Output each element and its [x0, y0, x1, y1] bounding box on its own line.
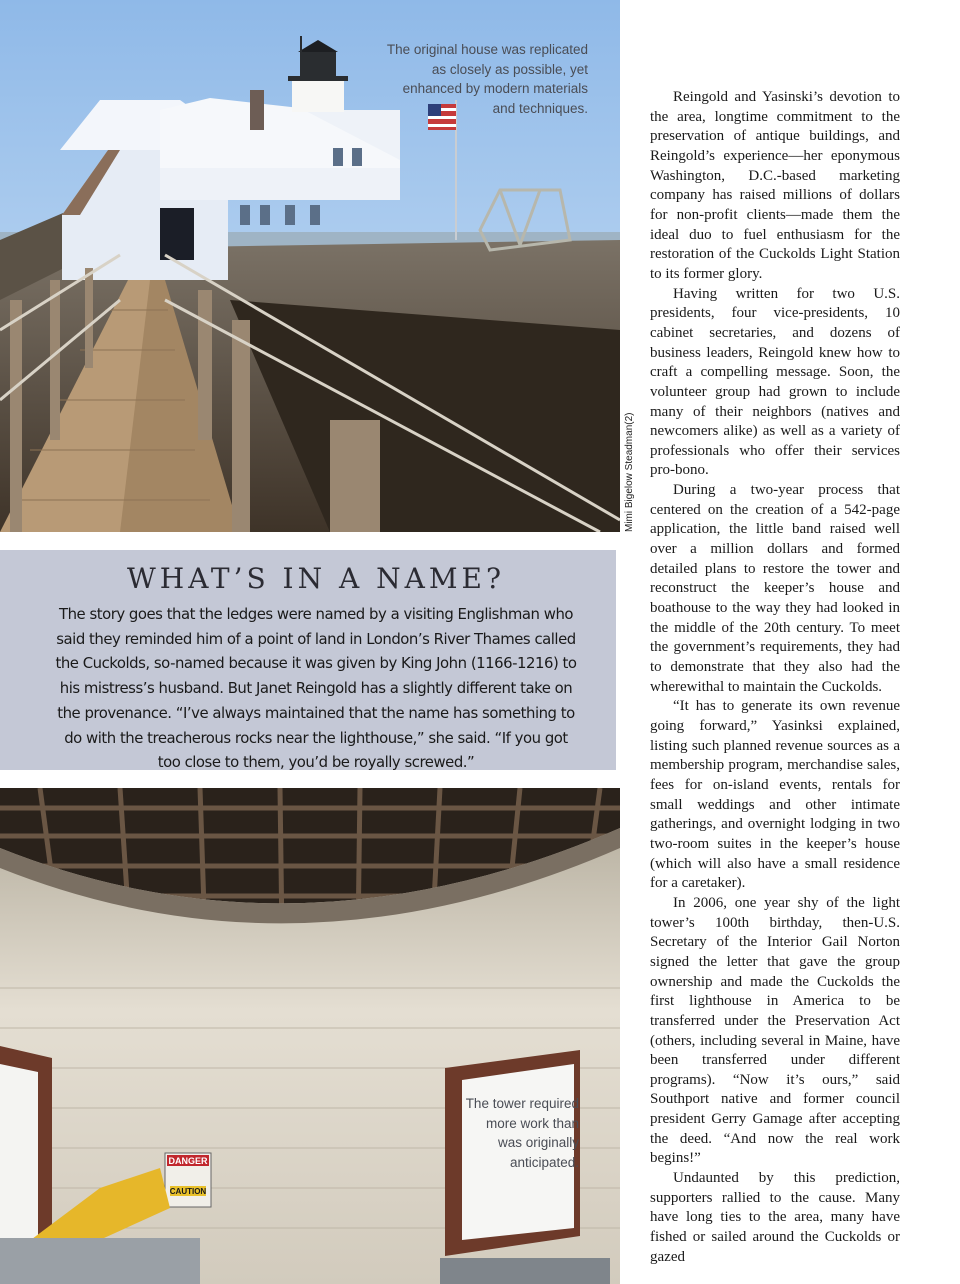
danger-sign-label: DANGER	[168, 1156, 208, 1166]
article-column	[650, 88, 900, 1267]
article-paragraph: During a two-year process that centered on the creation of a 542-page application, the little band raised well over a million dollars and formed detailed plans to restore the tower and reconstruct the keeper’s house and boathouse to the way they had looked in the middle of the 20th century. To meet the government’s requirements, they had to demonstrate that they also had the wherewithal to maintain the Cuckolds.	[650, 482, 900, 695]
sidebar-box	[0, 550, 616, 770]
sidebar-body: The story goes that the ledges were named by a visiting Englishman who said they reminded him of a point of land in London’s River Thames called the Cuckolds, so-named because it was given by King John (1166-1216) to his mistress’s husband. But Janet Reingold has a slightly different take on the provenance. “I’ve always maintained that the name has something to do with the treacherous rocks near the lighthouse,” she said. “If you got too close to them, you’d be royally screwed.”	[55, 605, 577, 772]
article-paragraph: Having written for two U.S. presidents, four vice-presidents, 10 cabinet secretaries, and dozens of business leaders, Reingold knew how to craft a compelling message. Soon, the volunteer group had grown to include many of their neighbors (natives and newcomers alike) as well as a variety of professionals who offer their services pro-bono.	[650, 285, 900, 479]
tower-interior-photo	[0, 788, 620, 1284]
photo-caption: The tower required more work than was originally anticipated.	[465, 1096, 579, 1170]
article-paragraph: Reingold and Yasinski’s devotion to the area, longtime commitment to the preservation of antique buildings, and Reingold’s experience—her eponymous Washington, D.C.-based marketing company has raised millions of dollars for non-profit clients—made them the ideal duo to fuel enthusiasm for the restoration of the Cuckolds Light Station to its former glory.	[650, 89, 900, 282]
sidebar-title: WHAT’S IN A NAME?	[127, 562, 505, 595]
article-paragraph: Undaunted by this prediction, supporters rallied to the cause. Many have long ties to the area, many have fished or sailed around the Cuckolds or gazed	[650, 1170, 900, 1265]
lighthouse-photo	[0, 0, 620, 532]
article-paragraph: In 2006, one year shy of the light tower’s 100th birthday, then-U.S. Secretary of the Interior Gail Norton signed the letter that gave the group ownership and made the Cuckolds the first lighthouse in America to be transferred under the Preservation Act (others, including several in Maine, have been transferred under different programs). “Now it’s ours,” said Southport native and former council president Gerry Gamage after accepting the deed. “And now the real work begins!”	[650, 894, 900, 1167]
photo-caption: The original house was replicated as closely as possible, yet enhanced by modern materials and techniques.	[386, 42, 588, 116]
article-paragraph: “It has to generate its own revenue going forward,” Yasinksi explained, listing such planned revenue sources as a membership program, merchandise sales, fees for on-island events, rentals for small weddings and other intimate gatherings, and overnight lodging in two two-room suites in the keeper’s house (which will also have a small residence for a caretaker).	[650, 698, 900, 892]
caution-sign-label: CAUTION	[169, 1187, 207, 1196]
photo-credit-text: Mimi Bigelow Steadman(2)	[624, 412, 635, 532]
